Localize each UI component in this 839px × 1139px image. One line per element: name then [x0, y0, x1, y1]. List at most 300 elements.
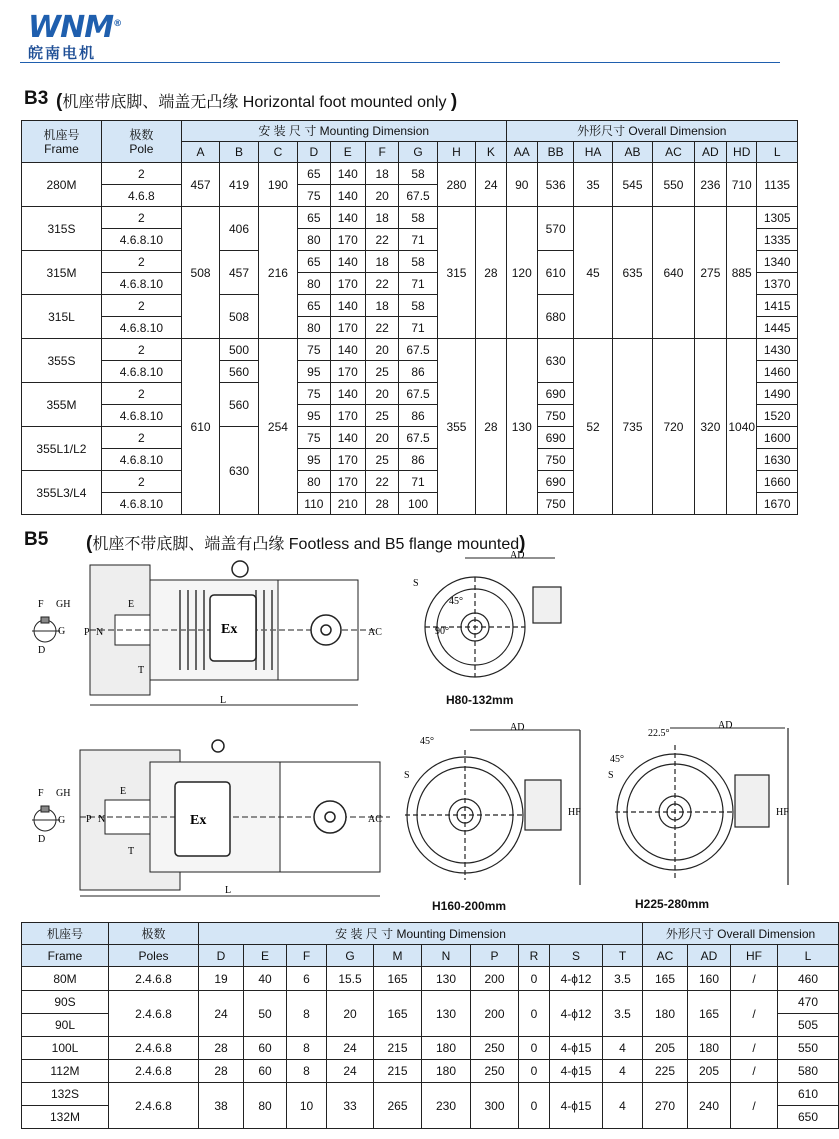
frame-cell: 132M [22, 1106, 109, 1129]
cell: 8 [287, 991, 327, 1037]
dim-N-label: N [98, 814, 106, 825]
dim-AC-label: AC [368, 814, 382, 825]
cell: 1430 [757, 339, 798, 361]
table-row [22, 163, 798, 185]
cell: 4 [603, 1060, 643, 1083]
cell: 275 [694, 207, 726, 339]
pole-cell: 2.4.6.8 [109, 991, 199, 1037]
cell: 65 [298, 295, 330, 317]
cell: 65 [298, 163, 330, 185]
dim-AC-label: AC [368, 627, 382, 638]
frame-cell: 355L3/L4 [22, 471, 102, 515]
cell: 25 [365, 449, 398, 471]
pole-cell: 4.6.8.10 [101, 405, 181, 427]
cell: 1600 [757, 427, 798, 449]
ex-mark: Ex [190, 813, 207, 828]
dim-AD-label: AD [510, 550, 525, 561]
cell: 4-ϕ15 [550, 1083, 603, 1129]
col-header: D [199, 945, 244, 967]
cell: 140 [330, 295, 365, 317]
cell: 95 [298, 449, 330, 471]
cell: 38 [199, 1083, 244, 1129]
cell: 65 [298, 207, 330, 229]
table-row [22, 339, 798, 361]
cell: 130 [506, 339, 537, 515]
table-row [22, 207, 798, 229]
caption-h225: H225-280mm [635, 897, 710, 911]
cell: 170 [330, 273, 365, 295]
cell: 22 [365, 273, 398, 295]
table-row [22, 967, 839, 991]
pole-cell: 2.4.6.8 [109, 1060, 199, 1083]
cell: 1040 [727, 339, 757, 515]
cell: 22 [365, 317, 398, 339]
cell: 28 [199, 1060, 244, 1083]
cell: 24 [476, 163, 506, 207]
cell: 18 [365, 295, 398, 317]
cell: 550 [653, 163, 694, 207]
cell: 0 [519, 991, 550, 1037]
cell: 254 [258, 339, 297, 515]
cell: 140 [330, 185, 365, 207]
cell: 750 [537, 405, 573, 427]
cell: 710 [727, 163, 757, 207]
logo-company-name: 皖南电机 [28, 44, 97, 62]
dim-N-label: N [96, 627, 104, 638]
b3-dimension-table [21, 120, 798, 515]
cell: 20 [365, 427, 398, 449]
b3-overall-header: 外形尺寸 Overall Dimension [506, 121, 797, 142]
pole-cell: 4.6.8.10 [101, 317, 181, 339]
cell: 80 [298, 229, 330, 251]
cell: 71 [399, 471, 437, 493]
cell: 20 [365, 339, 398, 361]
dim-F-label: F [38, 599, 44, 610]
cell: 165 [643, 967, 688, 991]
col-header: N [422, 945, 471, 967]
cell: 460 [778, 967, 839, 991]
cell: 550 [778, 1037, 839, 1060]
cell: 71 [399, 229, 437, 251]
dim-P-label: P [86, 814, 92, 825]
cell: / [731, 1060, 778, 1083]
cell: 100 [399, 493, 437, 515]
pole-cell: 4.6.8.10 [101, 229, 181, 251]
table-row [22, 1037, 839, 1060]
cell: 71 [399, 273, 437, 295]
cell: 140 [330, 163, 365, 185]
cell: 210 [330, 493, 365, 515]
cell: 536 [537, 163, 573, 207]
cell: 8 [287, 1037, 327, 1060]
cell: 67.5 [399, 383, 437, 405]
cell: 24 [199, 991, 244, 1037]
cell: 50 [244, 991, 287, 1037]
b3-code: B3 [24, 88, 49, 109]
pole-cell: 4.6.8 [101, 185, 181, 207]
cell: 80 [298, 471, 330, 493]
cell: 4-ϕ12 [550, 991, 603, 1037]
cell: 19 [199, 967, 244, 991]
cell: 140 [330, 427, 365, 449]
col-header: AD [688, 945, 731, 967]
cell: 1445 [757, 317, 798, 339]
cell: 80 [244, 1083, 287, 1129]
pole-cell: 2 [101, 339, 181, 361]
cell: 508 [220, 295, 258, 339]
pole-cell: 2 [101, 163, 181, 185]
dim-D-label: D [38, 645, 46, 656]
cell: 690 [537, 383, 573, 405]
col-header: HF [731, 945, 778, 967]
end-view-drawing-h160 [400, 720, 590, 890]
col-header: AC [643, 945, 688, 967]
frame-cell: 315M [22, 251, 102, 295]
cell: 60 [244, 1037, 287, 1060]
angle-45-label: 45° [610, 754, 624, 765]
cell: 270 [643, 1083, 688, 1129]
cell: 25 [365, 361, 398, 383]
col-header: A [181, 142, 219, 163]
cell: 0 [519, 1037, 550, 1060]
col-header: S [550, 945, 603, 967]
frame-cell: 112M [22, 1060, 109, 1083]
header-rule [20, 62, 780, 63]
cell: 1520 [757, 405, 798, 427]
dim-GH-label: GH [56, 788, 71, 799]
cell: 216 [258, 207, 297, 339]
cell: 28 [365, 493, 398, 515]
cell: 508 [181, 207, 219, 339]
pole-cell: 2 [101, 471, 181, 493]
angle-45-label: 45° [420, 736, 434, 747]
cell: 140 [330, 207, 365, 229]
cell: 265 [374, 1083, 422, 1129]
angle-45-label: 45° [449, 596, 463, 607]
cell: 250 [471, 1037, 519, 1060]
cell: 52 [574, 339, 612, 515]
col-header: R [519, 945, 550, 967]
b3-mounting-header: 安 装 尺 寸 Mounting Dimension [181, 121, 506, 142]
col-header: H [437, 142, 475, 163]
cell: 180 [422, 1060, 471, 1083]
col-header: L [778, 945, 839, 967]
cell: 250 [471, 1060, 519, 1083]
cell: 1340 [757, 251, 798, 273]
col-header: T [603, 945, 643, 967]
cell: 67.5 [399, 339, 437, 361]
col-header: K [476, 142, 506, 163]
cell: 75 [298, 339, 330, 361]
dim-E-label: E [128, 599, 135, 610]
cell: 75 [298, 427, 330, 449]
col-header: D [298, 142, 330, 163]
cell: 200 [471, 991, 519, 1037]
cell: 58 [399, 251, 437, 273]
cell: / [731, 967, 778, 991]
table-row [22, 991, 839, 1014]
dim-D-label: D [38, 834, 46, 845]
col-header: AB [612, 142, 652, 163]
cell: 86 [399, 449, 437, 471]
b3-pole-header: 极数 Pole [101, 121, 181, 163]
cell: 560 [220, 383, 258, 427]
cell: 200 [471, 967, 519, 991]
cell: 0 [519, 1060, 550, 1083]
cell: 750 [537, 449, 573, 471]
col-header: AA [506, 142, 537, 163]
cell: 4-ϕ15 [550, 1037, 603, 1060]
cell: 1135 [757, 163, 798, 207]
pole-cell: 2 [101, 383, 181, 405]
cell: 140 [330, 383, 365, 405]
cell: 24 [327, 1037, 374, 1060]
cell: 205 [643, 1037, 688, 1060]
cell: 4-ϕ12 [550, 967, 603, 991]
frame-cell: 355L1/L2 [22, 427, 102, 471]
cell: 18 [365, 251, 398, 273]
cell: 120 [506, 207, 537, 339]
pole-cell: 2.4.6.8 [109, 967, 199, 991]
cell: 457 [220, 251, 258, 295]
cell: 67.5 [399, 427, 437, 449]
cell: 750 [537, 493, 573, 515]
col-header: B [220, 142, 258, 163]
cell: 86 [399, 405, 437, 427]
cell: 170 [330, 449, 365, 471]
cell: 570 [537, 207, 573, 251]
dim-S-label: S [608, 770, 614, 781]
cell: 190 [258, 163, 297, 207]
col-header: HA [574, 142, 612, 163]
col-header: P [471, 945, 519, 967]
cell: / [731, 991, 778, 1037]
cell: 20 [365, 185, 398, 207]
cell: 610 [181, 339, 219, 515]
cell: 95 [298, 361, 330, 383]
cell: 315 [437, 207, 475, 339]
b3-description: (机座带底脚、端盖无凸缘 Horizontal foot mounted only ) [56, 91, 458, 112]
table-row [22, 1083, 839, 1106]
end-view-drawing-h225 [600, 720, 795, 890]
cell: 160 [688, 967, 731, 991]
cell: 140 [330, 251, 365, 273]
col-header: AD [694, 142, 726, 163]
caption-h160: H160-200mm [432, 899, 507, 913]
cell: 6 [287, 967, 327, 991]
ex-mark: Ex [221, 622, 238, 637]
cell: 500 [220, 339, 258, 361]
frame-cell: 315S [22, 207, 102, 251]
cell: 355 [437, 339, 475, 515]
cell: 3.5 [603, 967, 643, 991]
cell: 1305 [757, 207, 798, 229]
cell: 20 [327, 991, 374, 1037]
dim-P-label: P [84, 627, 90, 638]
b5-description: (机座不带底脚、端盖有凸缘 Footless and B5 flange mounted) [86, 533, 526, 554]
frame-cell: 315L [22, 295, 102, 339]
cell: 71 [399, 317, 437, 339]
dim-AD-label: AD [718, 720, 733, 731]
dim-G-label: G [58, 815, 66, 826]
cell: 610 [537, 251, 573, 295]
frame-cell: 355M [22, 383, 102, 427]
cell: 1490 [757, 383, 798, 405]
cell: 86 [399, 361, 437, 383]
col-header: F [365, 142, 398, 163]
dim-L-label: L [225, 885, 232, 896]
cell: 0 [519, 1083, 550, 1129]
cell: 170 [330, 471, 365, 493]
pole-cell: 4.6.8.10 [101, 493, 181, 515]
cell: 4 [603, 1037, 643, 1060]
cell: 22 [365, 471, 398, 493]
cell: 560 [220, 361, 258, 383]
dim-HF-label: HF [568, 807, 581, 818]
cell: 885 [727, 207, 757, 339]
cell: 735 [612, 339, 652, 515]
cell: 1335 [757, 229, 798, 251]
cell: 18 [365, 207, 398, 229]
col-header: BB [537, 142, 573, 163]
b5-overall-header: 外形尺寸 Overall Dimension [643, 923, 839, 945]
cell: 635 [612, 207, 652, 339]
cell: 65 [298, 251, 330, 273]
cell: 60 [244, 1060, 287, 1083]
table-row [22, 1060, 839, 1083]
cell: 165 [374, 967, 422, 991]
cell: 28 [476, 207, 506, 339]
dim-G-label: G [58, 626, 66, 637]
cell: 80 [298, 317, 330, 339]
cell: 170 [330, 361, 365, 383]
cell: 170 [330, 317, 365, 339]
cell: 580 [778, 1060, 839, 1083]
cell: 205 [688, 1060, 731, 1083]
company-logo [28, 8, 158, 60]
cell: 1415 [757, 295, 798, 317]
pole-cell: 4.6.8.10 [101, 361, 181, 383]
cell: 215 [374, 1037, 422, 1060]
cell: 40 [244, 967, 287, 991]
cell: 650 [778, 1106, 839, 1129]
cell: 75 [298, 185, 330, 207]
b5-pole-header-en: Poles [109, 945, 199, 967]
cell: 58 [399, 163, 437, 185]
cell: 35 [574, 163, 612, 207]
dim-F-label: F [38, 788, 44, 799]
cell: 165 [688, 991, 731, 1037]
frame-cell: 100L [22, 1037, 109, 1060]
cell: 720 [653, 339, 694, 515]
cell: 15.5 [327, 967, 374, 991]
col-header: F [287, 945, 327, 967]
frame-cell: 280M [22, 163, 102, 207]
cell: 130 [422, 991, 471, 1037]
col-header: G [327, 945, 374, 967]
cell: 95 [298, 405, 330, 427]
cell: 180 [643, 991, 688, 1037]
angle-90-label: 90° [435, 626, 449, 637]
pole-cell: 2 [101, 427, 181, 449]
cell: 457 [181, 163, 219, 207]
cell: 545 [612, 163, 652, 207]
dim-HF-label: HF [776, 807, 789, 818]
col-header: HD [727, 142, 757, 163]
frame-cell: 80M [22, 967, 109, 991]
pole-cell: 2 [101, 251, 181, 273]
cell: 130 [422, 967, 471, 991]
cell: 8 [287, 1060, 327, 1083]
frame-cell: 132S [22, 1083, 109, 1106]
col-header: G [399, 142, 437, 163]
b5-dimension-table [21, 922, 839, 1129]
b5-frame-header-cn: 机座号 [22, 923, 109, 945]
col-header: E [244, 945, 287, 967]
cell: 80 [298, 273, 330, 295]
cell: 28 [199, 1037, 244, 1060]
cell: / [731, 1037, 778, 1060]
pole-cell: 2.4.6.8 [109, 1037, 199, 1060]
col-header: M [374, 945, 422, 967]
b5-frame-header-en: Frame [22, 945, 109, 967]
cell: 75 [298, 383, 330, 405]
logo-mark: WNM® [28, 10, 122, 45]
col-header: C [258, 142, 297, 163]
cell: 4 [603, 1083, 643, 1129]
frame-cell: 355S [22, 339, 102, 383]
side-view-drawing-small [30, 555, 400, 715]
cell: 58 [399, 207, 437, 229]
b5-code: B5 [24, 529, 49, 550]
cell: 690 [537, 427, 573, 449]
pole-cell: 4.6.8.10 [101, 273, 181, 295]
cell: 0 [519, 967, 550, 991]
dim-S-label: S [404, 770, 410, 781]
cell: 230 [422, 1083, 471, 1129]
cell: 170 [330, 405, 365, 427]
dim-AD-label: AD [510, 722, 525, 733]
pole-cell: 4.6.8.10 [101, 449, 181, 471]
cell: 505 [778, 1014, 839, 1037]
cell: / [731, 1083, 778, 1129]
cell: 18 [365, 163, 398, 185]
cell: 680 [537, 295, 573, 339]
dim-GH-label: GH [56, 599, 71, 610]
col-header: AC [653, 142, 694, 163]
cell: 690 [537, 471, 573, 493]
angle-22-5-label: 22.5° [648, 728, 670, 739]
cell: 33 [327, 1083, 374, 1129]
cell: 165 [374, 991, 422, 1037]
side-view-drawing-large [30, 740, 400, 900]
cell: 170 [330, 229, 365, 251]
b5-mounting-header: 安 装 尺 寸 Mounting Dimension [199, 923, 643, 945]
cell: 24 [327, 1060, 374, 1083]
pole-cell: 2 [101, 295, 181, 317]
col-header: L [757, 142, 798, 163]
col-header: E [330, 142, 365, 163]
cell: 280 [437, 163, 475, 207]
b3-frame-header: 机座号 Frame [22, 121, 102, 163]
cell: 45 [574, 207, 612, 339]
cell: 10 [287, 1083, 327, 1129]
cell: 25 [365, 405, 398, 427]
cell: 180 [422, 1037, 471, 1060]
cell: 110 [298, 493, 330, 515]
cell: 22 [365, 229, 398, 251]
cell: 470 [778, 991, 839, 1014]
